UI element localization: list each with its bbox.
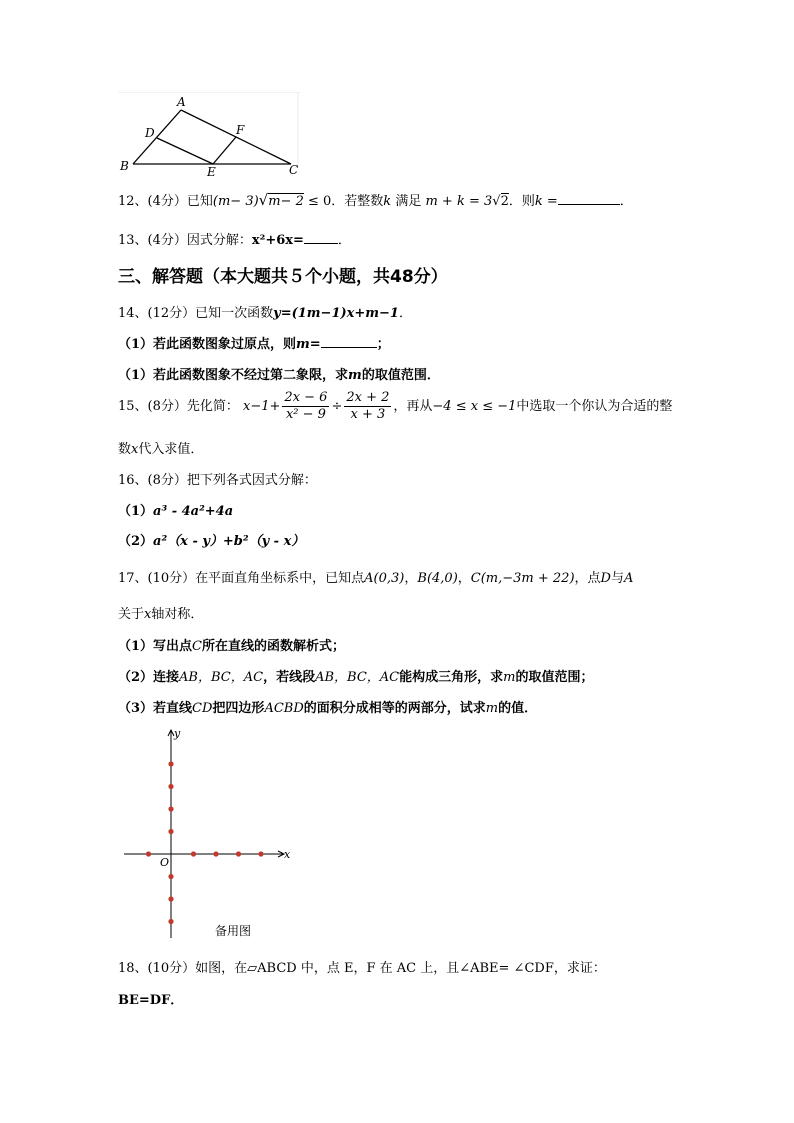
q12-eq-left: m + k = 3 [425, 194, 493, 209]
answer-blank-14[interactable] [321, 335, 377, 348]
q14-end: ． [398, 306, 412, 321]
frac1-num: 2x − 6 [284, 390, 328, 405]
grid-point [168, 829, 173, 834]
grid-point [213, 851, 218, 856]
question-18: 18、(10分）如图，在▱ABCD 中，点 E，F 在 AC 上，且∠ABE= ∠CDF，求证： [118, 961, 606, 976]
question-12: 12、(4分）已知(m− 3)√m− 2 ≤ 0．若整数k 满足 m + k = 3√2．则k = ． [118, 191, 633, 209]
x-axis-label: x [284, 848, 291, 861]
q14-p2-end: 的取值范围． [361, 368, 440, 383]
label-C: C [289, 163, 299, 177]
question-17-line-2 [118, 603, 203, 622]
label-E: E [207, 165, 216, 178]
q17-p3-mid: 把四边形 [212, 701, 265, 716]
q17-p2-segs: AB，BC，AC [179, 670, 264, 685]
q15-l2-pre: 数 [118, 442, 132, 457]
q17-p2-segs2: AB，BC，AC [315, 670, 400, 685]
divide-sign: ÷ [331, 399, 343, 414]
question-17-part-3 [118, 697, 537, 716]
frac2-num: 2x + 2 [346, 390, 390, 405]
q17-line2: 关于 [118, 607, 145, 622]
grid-point [168, 896, 173, 901]
grid-points [146, 761, 264, 924]
sqrt-sign: √ [258, 191, 269, 209]
grid-point [168, 874, 173, 879]
question-15-line-2 [118, 438, 203, 457]
question-15 [118, 390, 672, 423]
grid-point [258, 851, 263, 856]
q14-p2: （1）若此函数图象不经过第二象限，求 [118, 368, 349, 383]
triangle-figure [115, 92, 305, 178]
q12-satisfy: 满足 [391, 194, 422, 209]
y-axis-label: y [174, 727, 181, 740]
q17-p2-post1: 能构成三角形，求 [399, 670, 504, 685]
q12-then: ．则 [508, 194, 535, 209]
q12-end: ． [619, 194, 633, 209]
q15-lead: x−1+ [243, 399, 281, 414]
q17-p2-mid: ，若线段 [263, 670, 316, 685]
question-17-part-1 [118, 635, 345, 654]
q17-mid: ，点 [574, 571, 601, 586]
q14-p1-var: m= [296, 337, 321, 352]
q12-sqrt2: 2 [500, 194, 509, 209]
q15-l2-var: x [131, 442, 139, 457]
label-D: D [145, 126, 155, 140]
q17-p2-m: m [503, 670, 516, 685]
question-13 [118, 229, 351, 248]
q14-expr: y=(1m−1)x+m−1 [273, 306, 399, 321]
section-heading: 三、解答题（本大题共５个小题，共48分） [118, 267, 448, 287]
figure-caption: 备用图 [215, 924, 252, 938]
q17-p3-post1: 的面积分成相等的两部分，试求 [303, 701, 486, 716]
q15-l2-post: 代入求值． [138, 442, 204, 457]
q17-point-C: C(m,−3m + 22) [470, 571, 575, 586]
label-F: F [236, 123, 245, 137]
q15-tail: 中选取一个你认为合适的整 [516, 399, 673, 414]
q15-prefix: 15、(8分）先化简： [118, 399, 239, 414]
question-14 [118, 302, 412, 321]
q17-p3-pre: （3）若直线 [118, 701, 193, 716]
question-16-part-2 [118, 530, 304, 549]
question-18-line-2: BE=DF． [118, 993, 184, 1008]
q17-D: D [600, 571, 611, 586]
q14-stem: 14、(12分）已知一次函数 [118, 306, 274, 321]
coordinate-figure [118, 724, 308, 944]
origin-label: O [160, 856, 170, 869]
grid-point [168, 919, 173, 924]
q16-p2-expr: a²（x - y）+b²（y - x） [153, 534, 305, 549]
grid-point [168, 784, 173, 789]
label-A: A [177, 95, 186, 109]
question-16-part-1 [118, 500, 233, 519]
q16-p1-expr: a³ - 4a²+4a [153, 504, 234, 519]
q17-line2-end: 轴对称． [151, 607, 204, 622]
q13-end: ． [337, 233, 351, 248]
q12-k-eq: k = [534, 194, 558, 209]
grid-point [191, 851, 196, 856]
q17-p3-post2: 的值． [498, 701, 538, 716]
frac1-den: x² − 9 [285, 407, 326, 422]
q12-cond: ≤ 0．若整数 [308, 194, 384, 209]
grid-point [236, 851, 241, 856]
q12-expr1: (m− 3) [212, 194, 259, 209]
question-16: 16、(8分）把下列各式因式分解： [118, 473, 317, 488]
answer-blank-12[interactable] [558, 192, 620, 205]
q17-A2: A [624, 571, 634, 586]
q17-p3-quad: ACBD [264, 701, 304, 716]
frac2-den: x + 3 [350, 407, 386, 422]
answer-blank-13[interactable] [304, 231, 338, 244]
question-14-part-1 [118, 333, 390, 352]
grid-point [168, 806, 173, 811]
q17-p3-m: m [485, 701, 499, 716]
label-B: B [120, 159, 129, 173]
fraction-1 [282, 390, 329, 423]
q12-sqrt-arg: m− 2 [268, 194, 304, 209]
question-17: 17、(10分）在平面直角坐标系中，已知点A(0,3)，B(4,0)，C(m,−3m + 22)，点D与A [118, 571, 634, 586]
q17-with: 与 [610, 571, 624, 586]
grid-point [168, 761, 173, 766]
question-17-part-2 [118, 666, 593, 685]
q14-p1: （1）若此函数图象过原点，则 [118, 337, 297, 352]
q12-prefix: 12、(4分）已知 [118, 194, 213, 209]
q17-point-A: A(0,3) [364, 571, 405, 586]
q17-p3-CD: CD [192, 701, 213, 716]
q14-p1-end: ； [376, 337, 390, 352]
q17-p2-pre: （2）连接 [118, 670, 180, 685]
question-14-part-2 [118, 364, 440, 383]
q17-stem: 17、(10分）在平面直角坐标系中，已知点 [118, 571, 365, 586]
q17-x: x [144, 607, 152, 622]
q12-k: k [383, 194, 392, 209]
q15-mid: ，再从 [393, 399, 433, 414]
q17-point-B: B(4,0) [417, 571, 458, 586]
q13-expr: x²+6x= [251, 233, 304, 248]
q15-range: −4 ≤ x ≤ −1 [432, 399, 517, 414]
fraction-2 [344, 390, 391, 423]
q17-p1-pre: （1）写出点 [118, 639, 193, 654]
q16-p1-label: （1） [118, 504, 154, 519]
q17-p2-post2: 的取值范围； [515, 670, 594, 685]
q17-p1-post: 所在直线的函数解析式； [202, 639, 346, 654]
q13-prefix: 13、(4分）因式分解： [118, 233, 252, 248]
grid-point [146, 851, 151, 856]
q16-p2-label: （2） [118, 534, 154, 549]
q14-p2-var: m [348, 368, 362, 383]
q17-p1-C: C [192, 639, 202, 654]
